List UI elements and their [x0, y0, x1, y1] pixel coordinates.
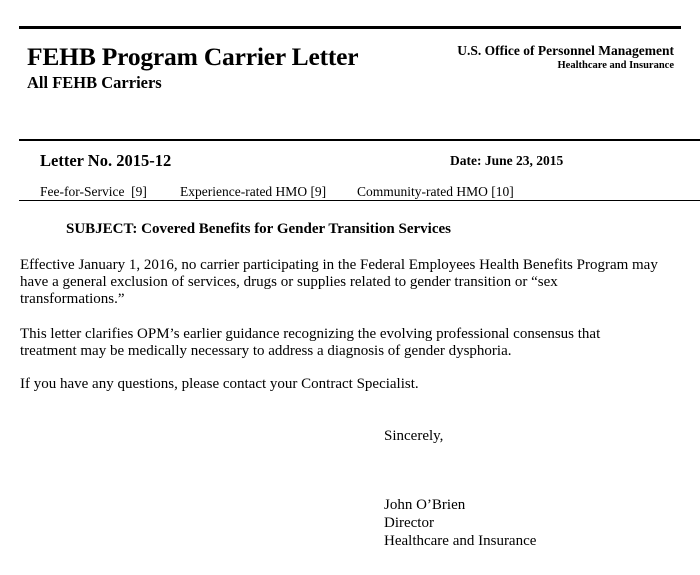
- body-paragraph: This letter clarifies OPM’s earlier guidance recognizing the evolving professional consensus that treatment may be medically necessary to address a diagnosis of gender dysphoria.: [20, 326, 601, 359]
- letter-date: Date: June 23, 2015: [450, 153, 564, 168]
- signature-closing: Sincerely,: [384, 428, 444, 444]
- organization-division: Healthcare and Insurance: [557, 60, 674, 71]
- letter-info-bottom-rule: [19, 200, 700, 201]
- category-community-rated-hmo: Community-rated HMO [10]: [357, 184, 514, 199]
- letter-subject: SUBJECT: Covered Benefits for Gender Transition Services: [66, 221, 451, 237]
- signatory-name: John O’Brien: [384, 497, 466, 513]
- category-experience-rated-hmo: Experience-rated HMO [9]: [180, 184, 327, 199]
- body-paragraph: If you have any questions, please contact your Contract Specialist.: [20, 376, 419, 392]
- organization-name: U.S. Office of Personnel Management: [457, 43, 674, 58]
- category-fee-for-service: Fee-for-Service [9]: [40, 184, 147, 199]
- letter-info-top-rule: [19, 139, 700, 141]
- letter-number: Letter No. 2015-12: [40, 151, 172, 170]
- header-top-rule: [19, 26, 681, 29]
- body-paragraph: Effective January 1, 2016, no carrier participating in the Federal Employees Health Benefits Program may have a general exclusion of services, drugs or supplies related to gender transition or “sex transformations.”: [20, 257, 658, 307]
- letter-title: FEHB Program Carrier Letter: [27, 42, 359, 71]
- signatory-title: Director: [384, 515, 434, 531]
- letter-audience: All FEHB Carriers: [27, 73, 162, 92]
- signatory-department: Healthcare and Insurance: [384, 533, 537, 549]
